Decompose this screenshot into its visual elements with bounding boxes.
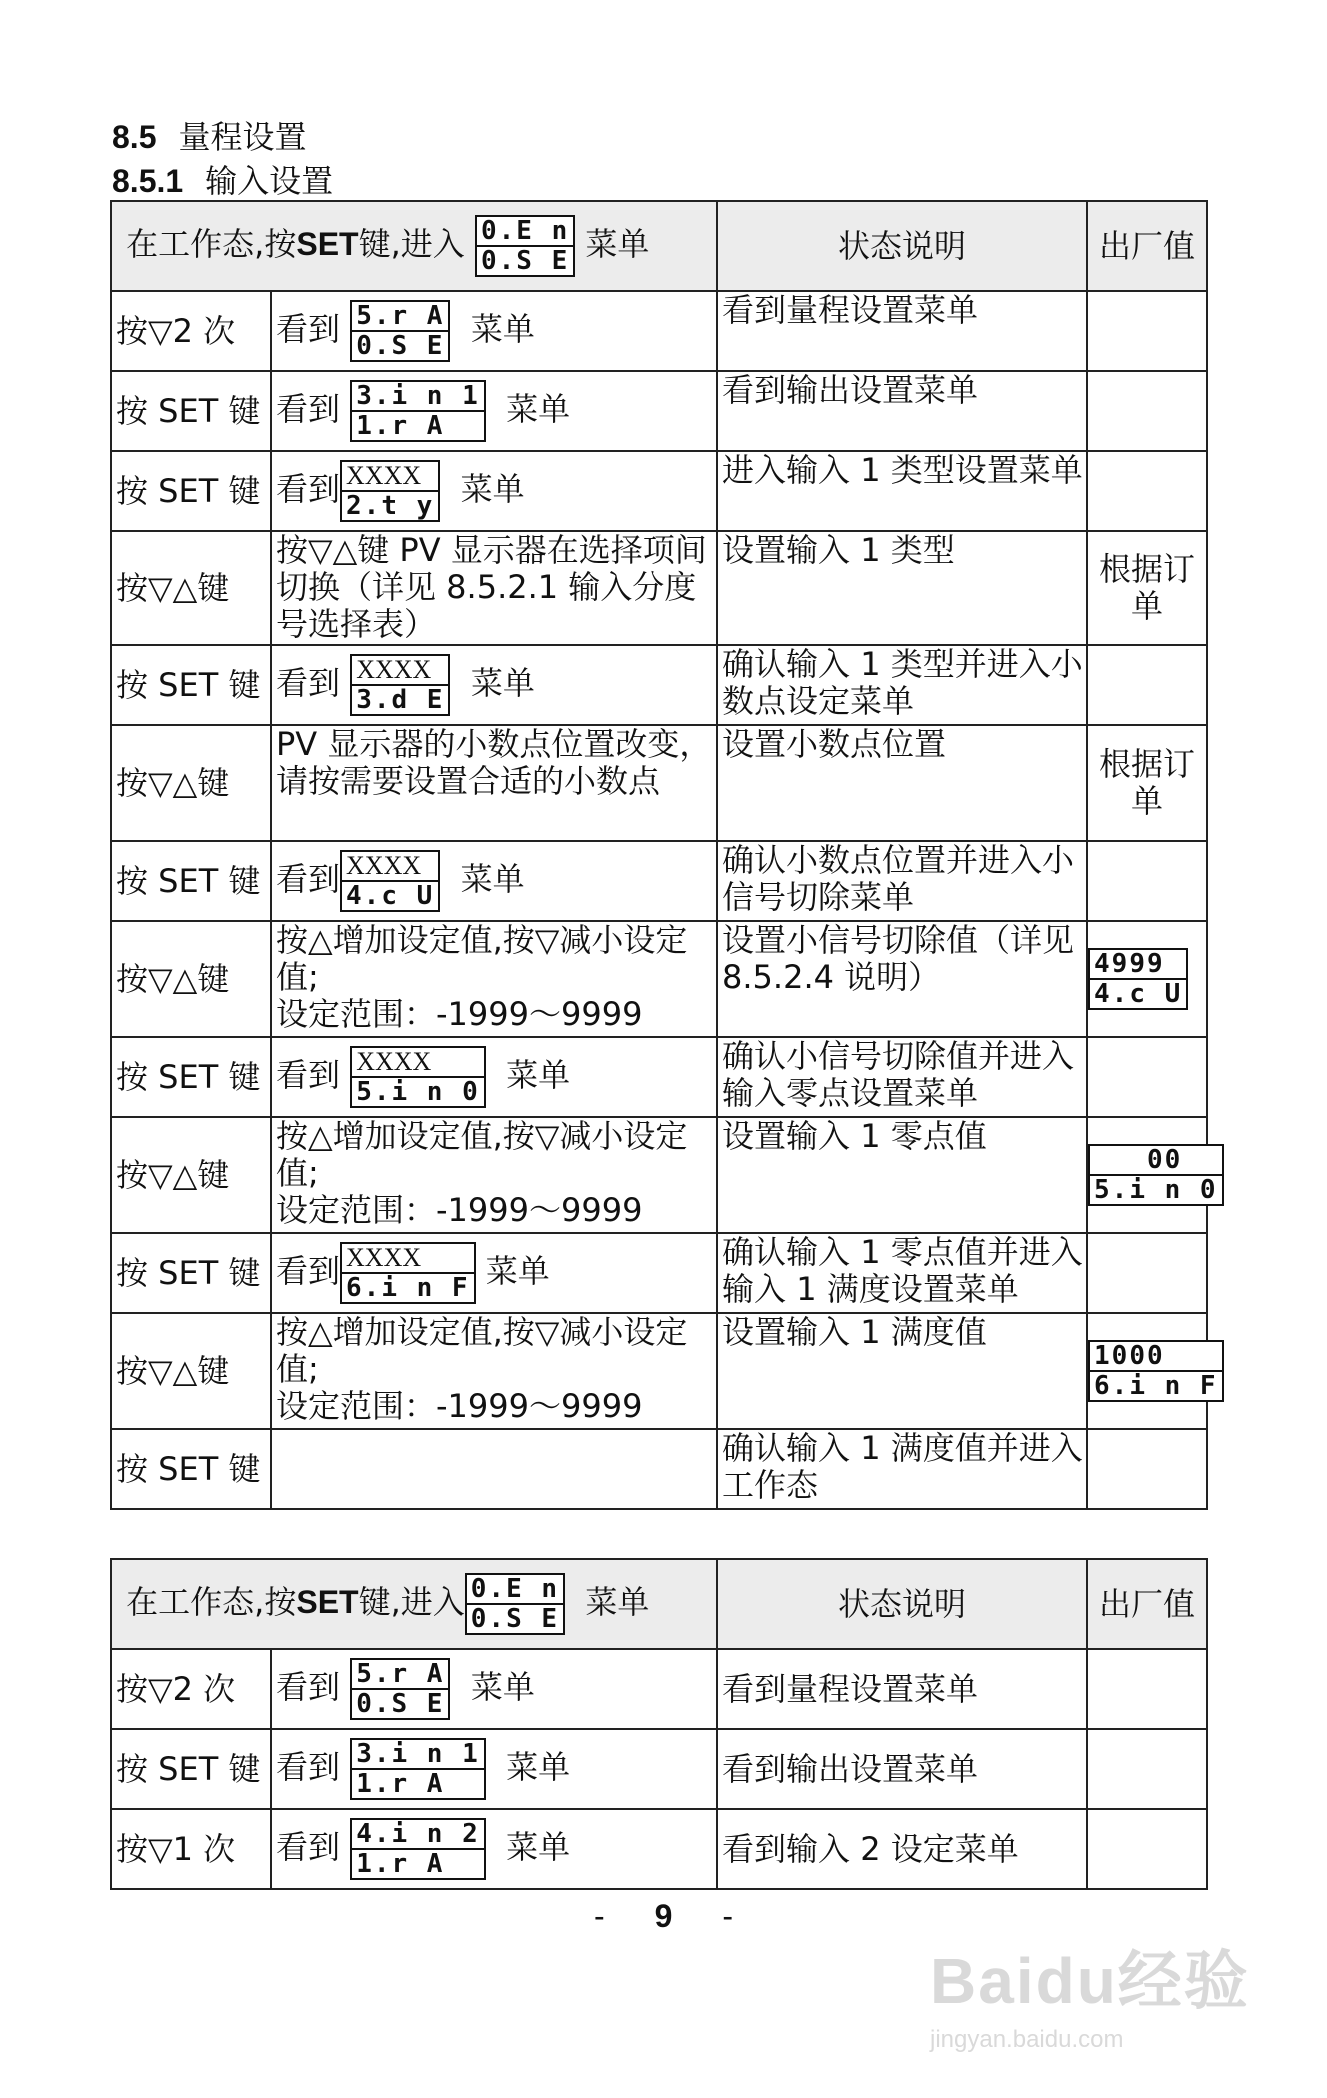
status-cell: 设置输入 1 类型 (717, 531, 1087, 645)
content-cell: 看到 XXXX 4.c U 菜单 (271, 841, 717, 921)
baidu-watermark (930, 1930, 1250, 2054)
display-box: XXXX 4.c U (340, 850, 440, 912)
status-cell: 确认小信号切除值并进入输入零点设置菜单 (717, 1037, 1087, 1117)
content-cell: 看到 $\frac{\text{3.i n 1}}{\text{1.r A}}$ 菜单 (271, 371, 717, 451)
header-factory: 出厂值 (1087, 1559, 1207, 1649)
table-row (111, 725, 1207, 841)
operation-cell: 按 SET 键 (111, 841, 271, 921)
operation-cell: 按 SET 键 (111, 645, 271, 725)
factory-cell (1087, 1313, 1218, 1429)
table-row (111, 531, 1207, 645)
operation-cell: 按▽△键 (111, 531, 271, 645)
content-cell: PV 显示器的小数点位置改变，请按需要设置合适的小数点 (271, 725, 717, 841)
content-cell: 看到 XXXX 3.d E 菜单 (271, 645, 717, 725)
status-cell: 确认输入 1 类型并进入小数点设定菜单 (717, 645, 1087, 725)
operation-cell: 按▽1 次 (111, 1809, 271, 1889)
section-heading-8-5 (112, 112, 307, 158)
factory-cell (1087, 1233, 1207, 1313)
section-title: 量程设置 (178, 118, 307, 156)
page-number-value: 9 (654, 1898, 673, 1934)
status-cell: 确认输入 1 零点值并进入输入 1 满度设置菜单 (717, 1233, 1087, 1313)
content-cell: 看到 $\frac{\text{5.r A}}{\text{0.S E}}$ 菜单 (271, 1649, 717, 1729)
display-box: $\frac{\text{4.i n 2}}{\text{1.r A}}$ (350, 1818, 486, 1880)
status-cell: 进入输入 1 类型设置菜单 (717, 451, 1087, 531)
table-row (111, 1729, 1207, 1809)
table-row (111, 1809, 1207, 1889)
content-cell: 看到 $\frac{\text{3.i n 1}}{\text{1.r A}}$ 菜单 (271, 1729, 717, 1809)
display-box: $\frac{\text{0.E n}}{\text{0.S E}}$ (465, 1573, 565, 1635)
page-dash-left: - (593, 1898, 605, 1934)
factory-cell (1087, 1809, 1207, 1889)
display-box: $\frac{\text{3.i n 1}}{\text{1.r A}}$ (350, 380, 486, 442)
header-status: 状态说明 (717, 201, 1087, 291)
display-box: $\frac{1000}{\text{6.i n F}}$ (1088, 1340, 1224, 1402)
factory-cell (1087, 841, 1207, 921)
table-header-row (111, 201, 1207, 291)
status-cell: 确认小数点位置并进入小信号切除菜单 (717, 841, 1087, 921)
status-cell: 确认输入 1 满度值并进入工作态 (717, 1429, 1087, 1509)
factory-cell (1087, 1429, 1207, 1509)
display-box: $\frac{\text{5.r A}}{\text{0.S E}}$ (350, 1658, 450, 1720)
table-row (111, 1649, 1207, 1729)
display-box: $\frac{\text{5.r A}}{\text{0.S E}}$ (350, 300, 450, 362)
table-row (111, 841, 1207, 921)
operation-cell: 按 SET 键 (111, 1037, 271, 1117)
input-settings-table (110, 200, 1218, 1510)
table-row (111, 645, 1207, 725)
status-cell: 设置输入 1 零点值 (717, 1117, 1087, 1233)
display-box: $\frac{4999}{\text{4.c U}}$ (1088, 948, 1188, 1010)
display-box: XXXX 3.d E (350, 654, 450, 716)
display-box: XXXX 2.t y (340, 460, 440, 522)
subsection-number: 8.5.1 (112, 163, 184, 199)
display-box: $\frac{\text{0.E n}}{\text{0.S E}}$ (475, 215, 575, 277)
status-cell: 看到量程设置菜单 (717, 291, 1087, 371)
display-box: XXXX 6.i n F (340, 1242, 476, 1304)
table-row (111, 921, 1207, 1037)
operation-cell: 按 SET 键 (111, 1233, 271, 1313)
status-cell: 设置输入 1 满度值 (717, 1313, 1087, 1429)
content-cell: 按△增加设定值,按▽减小设定值; 设定范围：-1999～9999 (271, 921, 717, 1037)
operation-cell: 按▽△键 (111, 921, 271, 1037)
display-box: XXXX 5.i n 0 (350, 1046, 486, 1108)
content-cell: 看到 $\frac{\text{4.i n 2}}{\text{1.r A}}$ 菜单 (271, 1809, 717, 1889)
content-cell: 看到 XXXX 6.i n F 菜单 (271, 1233, 717, 1313)
status-cell: 设置小数点位置 (717, 725, 1087, 841)
factory-cell (1087, 1729, 1207, 1809)
subsection-title: 输入设置 (205, 162, 334, 200)
table-row (111, 371, 1207, 451)
content-cell: 按△增加设定值,按▽减小设定值; 设定范围：-1999～9999 (271, 1313, 717, 1429)
watermark-logo: Baidu经验 (930, 1945, 1250, 2017)
factory-cell (1087, 1117, 1218, 1233)
operation-cell: 按▽△键 (111, 725, 271, 841)
factory-cell (1087, 1649, 1207, 1729)
header-operation: 在工作态,按SET键,进入 $\frac{\text{0.E n}}{\text{0.S E}}$ 菜单 (111, 201, 717, 291)
table-row (111, 1233, 1207, 1313)
table-row (111, 1117, 1207, 1233)
header-status: 状态说明 (717, 1559, 1087, 1649)
operation-cell: 按 SET 键 (111, 451, 271, 531)
table-row (111, 451, 1207, 531)
table-row (111, 291, 1207, 371)
table-row (111, 1313, 1207, 1429)
status-cell: 看到量程设置菜单 (717, 1649, 1087, 1729)
table-row (111, 1037, 1207, 1117)
operation-cell: 按▽2 次 (111, 291, 271, 371)
header-operation: 在工作态,按SET键,进入 $\frac{\text{0.E n}}{\text{0.S E}}$ 菜单 (111, 1559, 717, 1649)
factory-cell: 根据订单 (1087, 725, 1207, 841)
table-header-row (111, 1559, 1207, 1649)
operation-cell: 按▽2 次 (111, 1649, 271, 1729)
status-cell: 看到输出设置菜单 (717, 371, 1087, 451)
content-cell: 按△增加设定值,按▽减小设定值; 设定范围：-1999～9999 (271, 1117, 717, 1233)
content-cell (271, 1429, 717, 1509)
table-row (111, 1429, 1207, 1509)
header-factory: 出厂值 (1087, 201, 1207, 291)
operation-cell: 按 SET 键 (111, 371, 271, 451)
status-cell: 设置小信号切除值（详见 8.5.2.4 说明） (717, 921, 1087, 1037)
operation-cell: 按 SET 键 (111, 1729, 271, 1809)
page-dash-right: - (722, 1898, 734, 1934)
section-heading-8-5-1 (112, 156, 333, 202)
operation-cell: 按▽△键 (111, 1313, 271, 1429)
factory-cell (1087, 921, 1207, 1037)
watermark-url: jingyan.baidu.com (930, 2026, 1124, 2053)
display-box: $\frac{\text{3.i n 1}}{\text{1.r A}}$ (350, 1738, 486, 1800)
operation-cell: 按 SET 键 (111, 1429, 271, 1509)
factory-cell (1087, 645, 1207, 725)
content-cell: 看到 $\frac{\text{5.r A}}{\text{0.S E}}$ 菜单 (271, 291, 717, 371)
operation-cell: 按▽△键 (111, 1117, 271, 1233)
factory-cell (1087, 1037, 1207, 1117)
factory-cell: 根据订单 (1087, 531, 1207, 645)
input2-settings-table (110, 1558, 1208, 1890)
status-cell: 看到输入 2 设定菜单 (717, 1809, 1087, 1889)
factory-cell (1087, 371, 1207, 451)
status-cell: 看到输出设置菜单 (717, 1729, 1087, 1809)
content-cell: 看到 XXXX 5.i n 0 菜单 (271, 1037, 717, 1117)
content-cell: 看到 XXXX 2.t y 菜单 (271, 451, 717, 531)
content-cell: 按▽△键 PV 显示器在选择项间切换（详见 8.5.2.1 输入分度号选择表） (271, 531, 717, 645)
display-box: $\frac{00}{\text{5.i n 0}}$ (1088, 1144, 1224, 1206)
section-number: 8.5 (112, 119, 157, 155)
factory-cell (1087, 451, 1207, 531)
factory-cell (1087, 291, 1207, 371)
